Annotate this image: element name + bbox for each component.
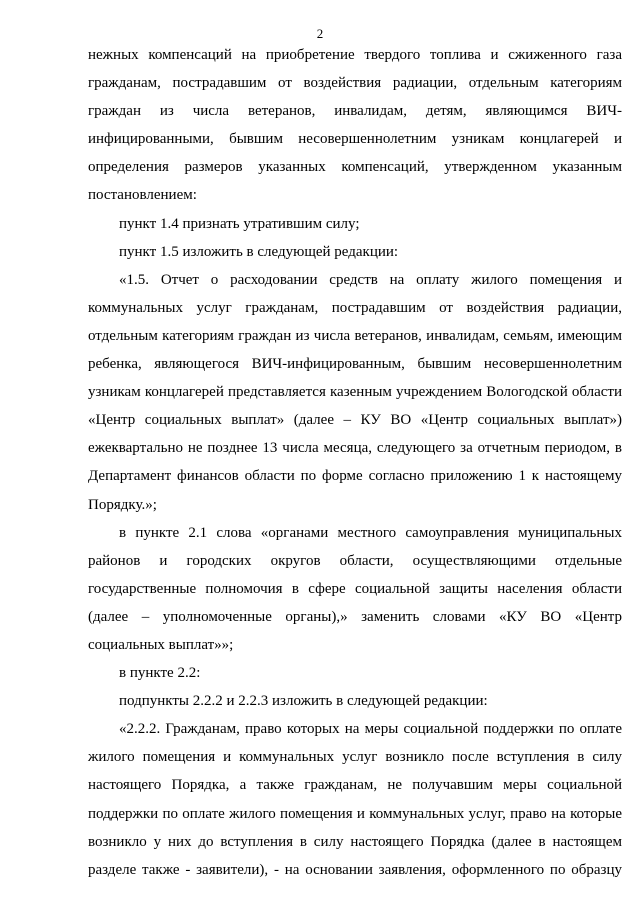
paragraph-item-1-5-intro: пункт 1.5 изложить в следующей редакции: <box>119 243 399 260</box>
paragraph-item-2-2-2: «2.2.2. Гражданам, право которых на меры социальной поддержки по оплате жилого помещения и коммунальных услуг возникло после вступления в силу настоящего Порядка, а также гражданам, не получавшим меры социальной поддержки по оплате жилого помещения и коммунальных услуг, право на которые возникло у них до вступления в силу настоящего Порядка (далее в настоящем разделе также - заявители), - на основании заявления, оформленного по образцу <box>88 721 622 878</box>
paragraph-continuation: нежных компенсаций на приобретение твердого топлива и сжиженного газа гражданам, пострадавшим от воздействия радиации, отдельным категориям граждан из числа ветеранов, инвалидам, детям, являющимся ВИЧ-инфицированными, бывшим несовершеннолетним узникам концлагерей и определения размеров указанных компенсаций, утвержденном указанным постановлением: <box>88 47 622 204</box>
page-number: 2 <box>316 26 324 41</box>
paragraph-item-2-2: в пункте 2.2: <box>119 665 201 682</box>
document-body <box>88 41 622 884</box>
paragraph-item-2-1: в пункте 2.1 слова «органами местного самоуправления муниципальных районов и городских округов области, осуществляющими отдельные государственные полномочия в сфере социальной защиты населения области (далее – уполномоченные органы),» заменить словами «КУ ВО «Центр социальных выплат»»; <box>88 524 622 653</box>
paragraph-item-1-5-text: «1.5. Отчет о расходовании средств на оплату жилого помещения и коммунальных услуг гражданам, пострадавшим от воздействия радиации, отдельным категориям граждан из числа ветеранов, инвалидам, семьям, имеющим ребенка, являющегося ВИЧ-инфицированным, бывшим несовершеннолетним узникам концлагерей представляется казенным учреждением Вологодской области «Центр социальных выплат» (далее – КУ ВО «Центр социальных выплат») ежеквартально не позднее 13 числа месяца, следующего за отчетным периодом, в Департамент финансов области по форме согласно приложению 1 к настоящему Порядку.»; <box>88 271 622 513</box>
paragraph-subitems-intro: подпункты 2.2.2 и 2.2.3 изложить в следующей редакции: <box>119 693 488 710</box>
paragraph-item-1-4: пункт 1.4 признать утратившим силу; <box>119 215 360 232</box>
